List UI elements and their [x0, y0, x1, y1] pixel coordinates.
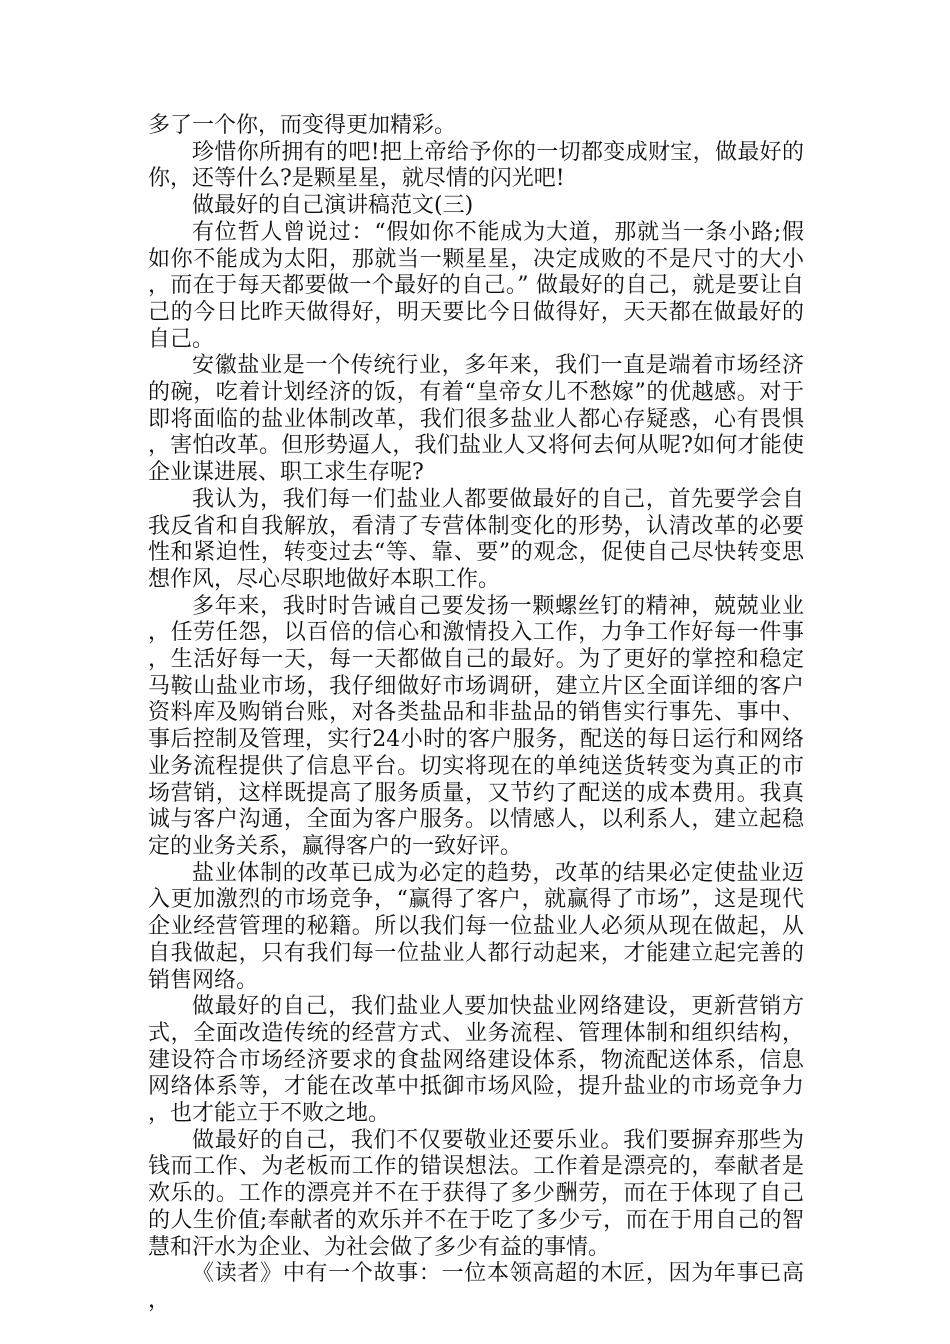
paragraph: 《读者》中有一个故事：一位本领高超的木匠，因为年事已高，: [148, 1261, 804, 1313]
paragraph: 安徽盐业是一个传统行业，多年来，我们一直是端着市场经济的碗，吃着计划经济的饭，有着“皇帝女儿不愁嫁”的优越感。对于即将面临的盐业体制改革，我们很多盐业人都心存疑惑，心有畏惧，害怕改革。但形势逼人，我们盐业人又将何去何从呢?如何才能使企业谋进展、职工求生存呢?: [148, 353, 804, 486]
paragraph: 盐业体制的改革已成为必定的趋势，改革的结果必定使盐业迈入更加激烈的市场竞争，“赢得了客户，就赢得了市场”，这是现代企业经营管理的秘籍。所以我们每一位盐业人必须从现在做起，从自我做起，只有我们每一位盐业人都行动起来，才能建立起完善的销售网络。: [148, 860, 804, 993]
paragraph: 做最好的自己，我们盐业人要加快盐业网络建设，更新营销方式，全面改造传统的经营方式、业务流程、管理体制和组织结构，建设符合市场经济要求的食盐网络建设体系，物流配送体系，信息网络体系等，才能在改革中抵御市场风险，提升盐业的市场竞争力，也才能立于不败之地。: [148, 994, 804, 1127]
paragraph: 珍惜你所拥有的吧!把上帝给予你的一切都变成财宝，做最好的你，还等什么?是颗星星，就尽情的闪光吧!: [148, 139, 804, 192]
section-heading: 做最好的自己演讲稿范文(三): [192, 193, 474, 219]
paragraph: 多年来，我时时告诫自己要发扬一颗螺丝钉的精神，兢兢业业，任劳任怨，以百倍的信心和激情投入工作，力争工作好每一件事，生活好每一天，每一天都做自己的最好。为了更好的掌控和稳定马鞍山盐业市场，我仔细做好市场调研，建立片区全面详细的客户资料库及购销台账，对各类盐品和非盐品的销售实行事先、事中、事后控制及管理，实行24小时的客户服务，配送的每日运行和网络业务流程提供了信息平台。切实将现在的单纯送货转变为真正的市场营销，这样既提高了服务质量，又节约了配送的成本费用。我真诚与客户沟通，全面为客户服务。以情感人，以利系人，建立起稳定的业务关系，赢得客户的一致好评。: [148, 593, 804, 859]
paragraph: 有位哲人曾说过：“假如你不能成为大道，那就当一条小路;假如你不能成为太阳，那就当一颗星星，决定成败的不是尺寸的大小，而在于每天都要做一个最好的自己。” 做最好的自己，就是要让自己的今日比昨天做得好，明天要比今日做得好，天天都在做最好的自己。: [148, 219, 804, 352]
paragraph: 我认为，我们每一们盐业人都要做最好的自己，首先要学会自我反省和自我解放，看清了专营体制变化的形势，认清改革的必要性和紧迫性，转变过去“等、靠、要”的观念，促使自己尽快转变思想作风，尽心尽职地做好本职工作。: [148, 486, 804, 592]
document-page: [148, 113, 804, 1315]
paragraph-continuation: 多了一个你，而变得更加精彩。: [148, 113, 457, 138]
paragraph: 做最好的自己，我们不仅要敬业还要乐业。我们要摒弃那些为钱而工作、为老板而工作的错误想法。工作着是漂亮的，奉献者是欢乐的。工作的漂亮并不在于获得了多少酬劳，而在于体现了自己的人生价值;奉献者的欢乐并不在于吃了多少亏，而在于用自己的智慧和汗水为企业、为社会做了多少有益的事情。: [148, 1127, 804, 1260]
